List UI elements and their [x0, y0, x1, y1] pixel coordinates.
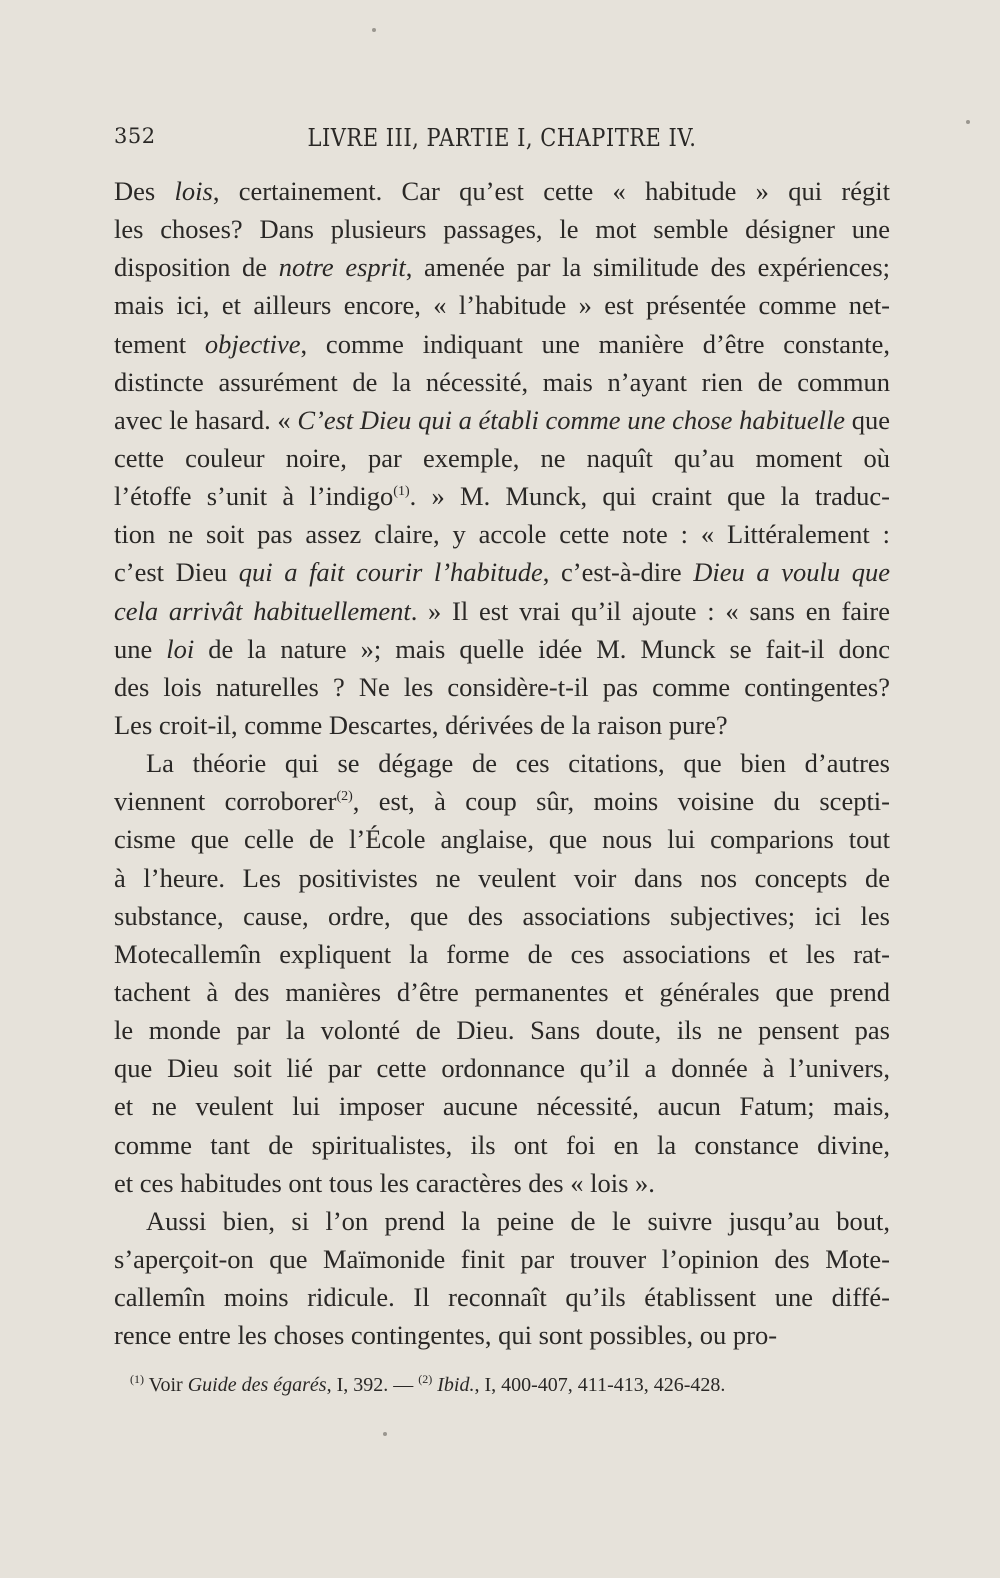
page-number: 352: [114, 124, 156, 148]
running-title: LIVRE III, PARTIE I, CHAPITRE IV.: [307, 124, 697, 152]
text-run: , c’est-à-dire: [542, 557, 694, 588]
text-line: [114, 1278, 890, 1316]
text-line: [114, 668, 890, 706]
italic-run: Ibid.: [437, 1374, 475, 1396]
text-run: à l’heure. Les positivistes ne veulent voir dans nos concepts de: [114, 862, 890, 893]
paper-speck: [372, 28, 376, 32]
text-line: [114, 973, 890, 1011]
text-run: tachent à des manières d’être permanentes et générales que prend: [114, 976, 890, 1007]
text-run: , certainement. Car qu’est cette « habitude » qui régit: [212, 176, 890, 206]
text-run: l’étoffe s’unit à l’indigo: [114, 481, 394, 512]
text-run: distincte assurément de la nécessité, mais n’ayant rien de commun: [114, 366, 890, 397]
text-run: tement: [114, 328, 205, 359]
text-run: rence entre les choses contingentes, qui sont possibles, ou pro-: [114, 1320, 778, 1351]
footnotes: [130, 1372, 890, 1398]
text-run: que: [845, 404, 890, 435]
text-run: de la nature »; mais quelle idée M. Munck se fait-il donc: [194, 633, 890, 664]
text-run: tion ne soit pas assez claire, y accole cette note : « Littéralement :: [114, 519, 890, 550]
text-run: avec le hasard. «: [114, 404, 298, 435]
text-run: c’est Dieu: [114, 557, 239, 588]
text-run: les choses? Dans plusieurs passages, le mot semble désigner une: [114, 214, 890, 245]
running-head: [114, 124, 890, 154]
italic-run: lois: [174, 176, 213, 206]
footnote-reference: (1): [393, 484, 410, 500]
text-line: [114, 592, 890, 630]
text-line: [114, 363, 890, 401]
text-line: [114, 744, 890, 782]
text-line: [114, 477, 890, 515]
italic-run: objective: [204, 328, 301, 359]
text-line: [114, 706, 890, 744]
text-run: , amenée par la similitude des expériences;: [405, 252, 890, 283]
text-line: [114, 1164, 890, 1202]
text-run: et ces habitudes ont tous les caractères des « lois ».: [114, 1167, 655, 1198]
footnote: [130, 1374, 418, 1396]
footnote-reference: (2): [336, 789, 353, 805]
text-run: La théorie qui se dégage de ces citations, que bien d’autres: [146, 748, 890, 779]
text-run: Des: [114, 176, 175, 206]
text-run: . » M. Munck, qui craint que la traduc-: [409, 481, 890, 512]
text-line: [114, 1202, 890, 1240]
footnote: [418, 1374, 725, 1396]
text-run: comme tant de spiritualistes, ils ont foi en la constance divine,: [114, 1129, 890, 1160]
italic-run: qui a fait courir l’habitude: [238, 557, 543, 588]
italic-run: cela arrivât habituellement: [114, 595, 411, 626]
paragraph: [114, 172, 890, 744]
italic-run: Guide des égarés: [187, 1374, 327, 1396]
body-text: [114, 172, 890, 1354]
text-run: , I, 400-407, 411-413, 426-428.: [474, 1374, 726, 1396]
text-line: [114, 172, 890, 210]
text-line: [114, 286, 890, 324]
text-run: Motecallemîn expliquent la forme de ces associations et les rat-: [114, 938, 890, 969]
text-line: [114, 782, 890, 820]
text-run: une: [114, 633, 167, 664]
text-run: , comme indiquant une manière d’être constante,: [300, 328, 890, 359]
paragraph: [114, 1202, 890, 1355]
paragraph: [114, 744, 890, 1202]
paper-speck: [966, 120, 970, 124]
text-line: [114, 439, 890, 477]
text-line: [114, 1126, 890, 1164]
text-run: . » Il est vrai qu’il ajoute : « sans en faire: [410, 595, 890, 626]
text-run: s’aperçoit-on que Maïmonide finit par trouver l’opinion des Mote-: [114, 1243, 890, 1274]
text-run: , I, 392. —: [326, 1374, 419, 1396]
text-line: [114, 1011, 890, 1049]
text-line: [114, 1049, 890, 1087]
text-line: [114, 210, 890, 248]
italic-run: Dieu a voulu que: [693, 557, 890, 588]
italic-run: loi: [166, 633, 195, 664]
text-run: Aussi bien, si l’on prend la peine de le suivre jusqu’au bout,: [146, 1205, 890, 1236]
text-run: cisme que celle de l’École anglaise, que nous lui comparions tout: [114, 824, 890, 855]
text-line: [114, 897, 890, 935]
text-run: callemîn moins ridicule. Il reconnaît qu’ils établissent une diffé-: [114, 1282, 890, 1313]
italic-run: C’est Dieu qui a établi comme une chose habituelle: [297, 404, 846, 435]
text-line: [114, 1240, 890, 1278]
text-line: [114, 820, 890, 858]
text-run: le monde par la volonté de Dieu. Sans doute, ils ne pensent pas: [114, 1015, 890, 1046]
footnote-mark: (1): [130, 1372, 144, 1386]
text-line: [114, 401, 890, 439]
text-run: et ne veulent lui imposer aucune nécessité, aucun Fatum; mais,: [114, 1091, 890, 1122]
text-line: [114, 630, 890, 668]
text-line: [114, 325, 890, 363]
text-run: disposition de: [114, 252, 279, 283]
text-run: cette couleur noire, par exemple, ne naquît qu’au moment où: [114, 442, 890, 473]
text-run: viennent corroborer: [114, 786, 337, 817]
text-line: [114, 515, 890, 553]
text-run: substance, cause, ordre, que des associations subjectives; ici les: [114, 900, 890, 931]
paper-speck: [383, 1432, 387, 1436]
text-line: [114, 248, 890, 286]
text-run: Voir: [144, 1374, 188, 1396]
text-line: [114, 553, 890, 591]
text-run: , est, à coup sûr, moins voisine du scepti-: [352, 786, 890, 817]
text-run: que Dieu soit lié par cette ordonnance qu’il a donnée à l’univers,: [114, 1053, 890, 1084]
text-run: des lois naturelles ? Ne les considère-t-il pas comme contingentes?: [114, 671, 890, 702]
text-line: [114, 859, 890, 897]
text-line: [114, 1087, 890, 1125]
italic-run: notre esprit: [278, 252, 406, 283]
text-run: Les croit-il, comme Descartes, dérivées de la raison pure?: [114, 709, 728, 740]
footnote-mark: (2): [418, 1372, 433, 1386]
text-line: [114, 935, 890, 973]
text-line: [114, 1316, 890, 1354]
text-run: mais ici, et ailleurs encore, « l’habitude » est présentée comme net-: [114, 290, 890, 321]
